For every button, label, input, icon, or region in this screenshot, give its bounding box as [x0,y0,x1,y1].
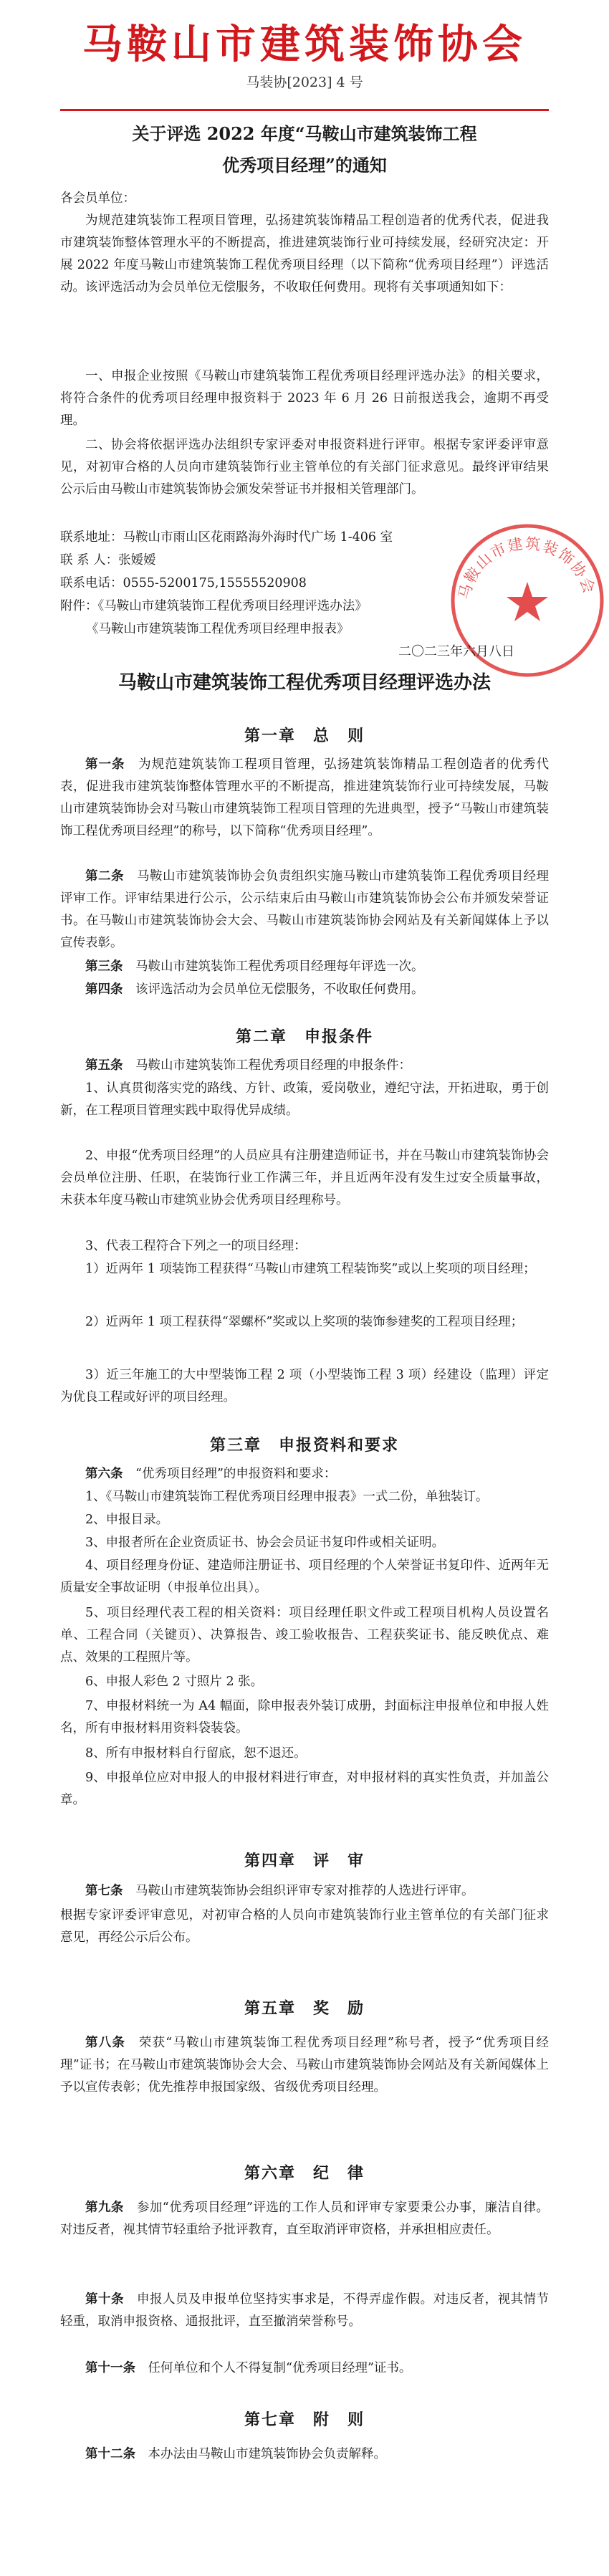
material-6: 6、申报人彩色 2 寸照片 2 张。 [85,1675,264,1689]
material-4: 4、项目经理身份证、建造师注册证书、项目经理的个人荣誉证书复印件、近两年无质量安全事故证明（申报单位出具）。 [60,1558,549,1595]
material-5: 5、项目经理代表工程的相关资料：项目经理任职文件或工程项目机构人员设置名单、工程合同（关键页）、决算报告、竣工验收报告、工程获奖证书、能反映优点、难点、效果的工程照片等。 [60,1606,549,1665]
notice-title-line2: 优秀项目经理”的通知 [222,155,387,176]
chapter-7-title: 第七章 附 则 [244,2410,365,2429]
condition-1: 1、认真贯彻落实党的路线、方针、政策，爱岗敬业，遵纪守法，开拓进取，勇于创新，在工程项目管理实践中取得优异成绩。 [60,1081,549,1118]
article-4-text: 该评选活动为会员单位无偿服务，不收取任何费用。 [135,982,424,997]
article-7-text: 马鞍山市建筑装饰协会组织评审专家对推荐的人选进行评审。 [135,1884,474,1898]
chapter-3-title: 第三章 申报资料和要求 [209,1436,399,1455]
attachment-1: 附件：《马鞍山市建筑装饰工程优秀项目经理评选办法》 [60,599,368,613]
salutation: 各会员单位： [60,191,135,206]
notice-paragraph-1: 为规范建筑装饰工程项目管理，弘扬建筑装饰精品工程创造者的优秀代表，促进我市建筑装饰整体管理水平的不断提高，推进建筑装饰行业可持续发展，经研究决定：开展 2022 年度马鞍山市建筑装饰工程优秀项目经理（以下简称“优秀项目经理”）评选活动。该评选活动为会员单位无偿服务，不收取任何费用。现将有关事项通知如下： [60,214,549,295]
article-5 [60,1055,549,1077]
article-3 [60,956,549,978]
material-7: 7、申报材料统一为 A4 幅面，除申报表外装订成册，封面标注申报单位和申报人姓名，所有申报材料用资料袋装袋。 [60,1699,549,1735]
contact-phone: 联系电话：0555-5200175,15555520908 [60,576,307,590]
article-12-label: 第十二条 [85,2447,135,2461]
article-9-text: 参加“优秀项目经理”评选的工作人员和评审专家要秉公办事，廉洁自律。对违反者，视其情节轻重给予批评教育，直至取消评审资格，并承担相应责任。 [60,2201,550,2237]
article-8 [60,2032,549,2099]
article-9-label: 第九条 [85,2201,124,2215]
article-5-text: 马鞍山市建筑装饰工程优秀项目经理的申报条件： [135,1058,411,1073]
chapter-1-title: 第一章 总 则 [244,727,365,745]
condition-3: 3、代表工程符合下列之一的项目经理： [85,1239,307,1253]
document-number: 马装协[2023] 4 号 [246,75,363,90]
article-8-label: 第八条 [85,2036,126,2050]
contact-person: 联 系 人：张嫒嫒 [60,553,156,568]
article-10 [60,2289,549,2333]
article-11-text: 任何单位和个人不得复制“优秀项目经理”证书。 [148,2361,412,2375]
article-7 [60,1880,549,1902]
material-2: 2、申报目录。 [85,1513,169,1527]
article-2-label: 第二条 [85,869,124,884]
article-12 [60,2443,549,2466]
article-10-text: 申报人员及申报单位坚持实事求是，不得弄虚作假。对违反者，视其情节轻重，取消申报资格、通报批评，直至撤消荣誉称号。 [60,2292,550,2329]
material-8: 8、所有申报材料自行留底，恕不退还。 [85,1746,307,1761]
chapter-5-title: 第五章 奖 励 [244,1999,365,2018]
article-4-label: 第四条 [85,982,123,997]
issue-date: 二〇二三年六月八日 [398,644,514,659]
chapter-6-title: 第六章 纪 律 [244,2164,365,2183]
material-9: 9、申报单位应对申报人的申报材料进行审查，对申报材料的真实性负责，并加盖公章。 [60,1771,549,1807]
material-3: 3、申报者所在企业资质证书、协会会员证书复印件或相关证明。 [85,1536,445,1550]
condition-3-item-2: 2）近两年 1 项工程获得“翠螺杯”奖或以上奖项的装饰参建奖的工程项目经理； [85,1315,524,1329]
article-3-label: 第三条 [85,959,123,974]
article-7-continued: 根据专家评委评审意见，对初审合格的人员向市建筑装饰行业主管单位的有关部门征求意见，再经公示后公布。 [60,1908,549,1945]
red-divider-line [60,109,549,111]
notice-title-line1: 关于评选 2022 年度“马鞍山市建筑装饰工程 [132,123,477,144]
chapter-4-title: 第四章 评 审 [244,1852,365,1870]
article-11 [60,2357,549,2380]
rules-main-title: 马鞍山市建筑装饰工程优秀项目经理评选办法 [118,672,491,694]
article-6 [60,1463,549,1485]
attachment-2: 《马鞍山市建筑装饰工程优秀项目经理申报表》 [86,622,350,636]
article-1 [60,754,549,843]
condition-3-item-3: 3）近三年施工的大中型装饰工程 2 项（小型装饰工程 3 项）经建设（监理）评定为优良工程或好评的项目经理。 [60,1368,549,1404]
article-3-text: 马鞍山市建筑装饰工程优秀项目经理每年评选一次。 [135,959,424,974]
article-5-label: 第五条 [85,1058,123,1073]
chapter-2-title: 第二章 申报条件 [235,1028,373,1046]
svg-text:马鞍山市建筑装饰协会: 马鞍山市建筑装饰协会 [455,535,598,601]
notice-paragraph-2: 一、申报企业按照《马鞍山市建筑装饰工程优秀项目经理评选办法》的相关要求，将符合条件的优秀项目经理申报资料于 2023 年 6 月 26 日前报送我会，逾期不再受理。 [60,369,549,428]
article-11-label: 第十一条 [85,2361,135,2375]
article-2-text: 马鞍山市建筑装饰协会负责组织实施马鞍山市建筑装饰工程优秀项目经理评审工作。评审结果进行公示，公示结束后由马鞍山市建筑装饰协会公布并颁发荣誉证书。在马鞍山市建筑装饰协会大会、马鞍山市建筑装饰协会网站及有关新闻媒体上予以宣传表彰。 [60,869,550,950]
notice-paragraph-3: 二、协会将依据评选办法组织专家评委对申报资料进行评审。根据专家评委评审意见，对初审合格的人员向市建筑装饰行业主管单位的有关部门征求意见。最终评审结果公示后由马鞍山市建筑装饰协会颁发荣誉证书并报相关管理部门。 [60,438,549,497]
article-9 [60,2197,549,2241]
article-12-text: 本办法由马鞍山市建筑装饰协会负责解释。 [148,2447,386,2461]
material-1: 1、《马鞍山市建筑装饰工程优秀项目经理申报表》一式二份，单独装订。 [85,1490,489,1504]
article-4 [60,979,549,1001]
condition-3-item-1: 1）近两年 1 项装饰工程获得“马鞍山市建筑工程装饰奖”或以上奖项的项目经理； [85,1262,536,1276]
org-letterhead-title: 马鞍山市建筑装饰协会 [82,21,527,68]
condition-2: 2、申报“优秀项目经理”的人员应具有注册建造师证书，并在马鞍山市建筑装饰协会会员单位注册、任职，在装饰行业工作满三年，并且近两年没有发生过安全质量事故，未获本年度马鞍山市建筑业协会优秀项目经理称号。 [60,1149,549,1207]
article-6-label: 第六条 [85,1467,123,1481]
contact-address: 联系地址：马鞍山市雨山区花雨路海外海时代广场 1-406 室 [60,530,393,545]
article-2 [60,866,549,954]
article-7-label: 第七条 [85,1884,123,1898]
article-1-text: 为规范建筑装饰工程项目管理，弘扬建筑装饰精品工程创造者的优秀代表，促进我市建筑装饰整体管理水平的不断提高，推进建筑装饰行业可持续发展，马鞍山市建筑装饰协会对马鞍山市建筑装饰工程项目管理的先进典型，授予“马鞍山市建筑装饰工程优秀项目经理”的称号，以下简称“优秀项目经理”。 [60,757,550,838]
article-10-label: 第十条 [85,2292,124,2307]
article-1-label: 第一条 [85,757,125,772]
article-6-text: “优秀项目经理”的申报资料和要求： [135,1467,337,1481]
article-8-text: 荣获“马鞍山市建筑装饰工程优秀项目经理”称号者，授予“优秀项目经理”证书；在马鞍山市建筑装饰协会大会、马鞍山市建筑装饰协会网站及有关新闻媒体上予以宣传表彰；优先推荐申报国家级、省级优秀项目经理。 [60,2036,549,2094]
